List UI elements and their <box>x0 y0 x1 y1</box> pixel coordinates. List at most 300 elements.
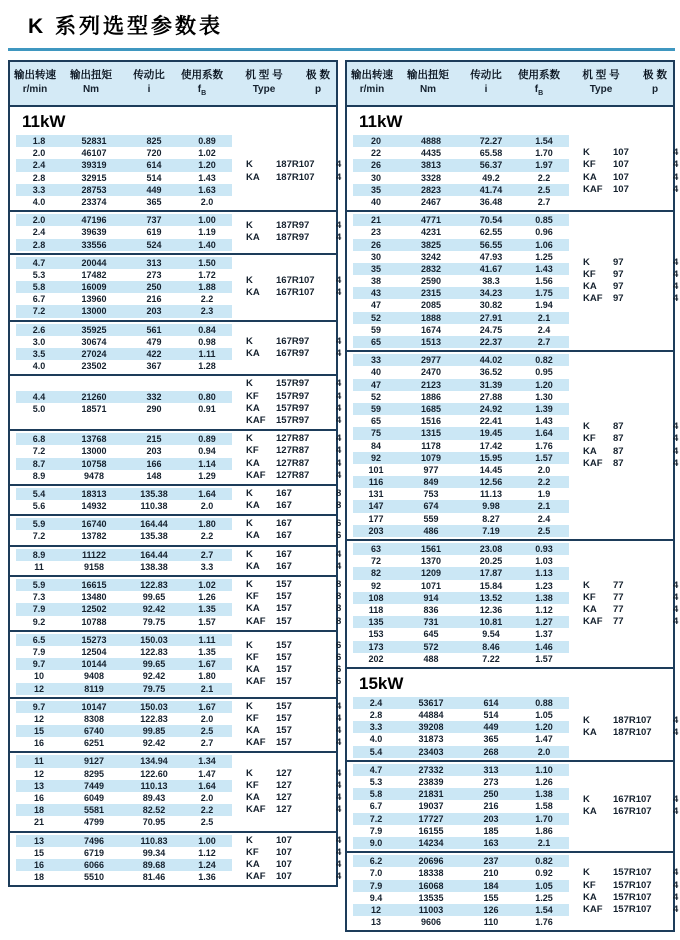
cell-output-torque: 914 <box>423 592 439 603</box>
cell-output-torque: 6049 <box>83 793 105 803</box>
cell-output-speed: 75 <box>370 428 381 439</box>
type-prefix: KA <box>246 725 260 737</box>
table-row <box>16 135 232 147</box>
cell-output-speed: 5.6 <box>32 501 46 512</box>
type-line <box>246 275 341 287</box>
cell-service-factor: 1.05 <box>535 710 553 721</box>
type-model: 187R97 <box>276 232 310 244</box>
cell-service-factor: 2.3 <box>200 306 214 317</box>
cell-output-speed: 30 <box>370 172 381 183</box>
column-header-speed <box>10 68 60 100</box>
cell-output-torque: 4799 <box>83 817 105 828</box>
type-line <box>583 184 678 196</box>
cell-ratio: 313 <box>483 764 499 775</box>
cell-output-speed: 21 <box>370 215 381 226</box>
table-row <box>16 281 232 293</box>
cell-service-factor: 1.64 <box>198 488 216 499</box>
cell-service-factor: 2.4 <box>537 513 551 524</box>
type-list <box>569 715 678 739</box>
cell-output-torque: 753 <box>423 489 439 500</box>
type-model: 157 <box>276 579 292 590</box>
cell-ratio: 17.42 <box>479 440 503 451</box>
cell-output-torque: 16155 <box>418 825 444 836</box>
cell-output-speed: 11 <box>34 561 44 572</box>
type-line <box>246 549 341 561</box>
cell-service-factor: 2.0 <box>200 713 214 724</box>
cell-output-speed: 82 <box>370 568 381 579</box>
cell-ratio: 164.44 <box>140 519 168 530</box>
type-model: 157R97 <box>276 402 310 414</box>
type-poles: 4 <box>336 834 342 846</box>
cell-service-factor: 1.70 <box>535 813 553 824</box>
table-row <box>16 816 232 828</box>
data-block <box>10 484 342 514</box>
cell-output-speed: 43 <box>370 288 381 299</box>
type-model: 157 <box>276 700 292 712</box>
cell-service-factor: 0.84 <box>198 324 216 335</box>
table-row <box>353 616 569 628</box>
type-prefix: K <box>246 220 253 232</box>
table-row <box>16 713 232 725</box>
cell-ratio: 561 <box>146 324 162 335</box>
type-line <box>583 880 678 892</box>
cell-output-speed: 5.9 <box>32 580 46 590</box>
cell-output-torque: 572 <box>423 641 439 652</box>
cell-ratio: 150.03 <box>140 634 168 645</box>
cell-output-torque: 1178 <box>421 440 441 451</box>
table-row <box>353 500 569 512</box>
title-rule <box>8 48 675 51</box>
table-row <box>353 800 569 812</box>
cell-service-factor: 1.34 <box>198 756 216 767</box>
type-model: 157R107 <box>613 891 652 903</box>
table-row <box>16 725 232 737</box>
type-line <box>246 640 341 652</box>
type-model: 157R107 <box>613 903 652 915</box>
cell-output-torque: 27332 <box>418 764 444 775</box>
table-row <box>16 360 232 372</box>
cell-output-torque: 13000 <box>81 446 107 457</box>
cell-output-torque: 17482 <box>81 269 107 280</box>
cell-service-factor: 1.12 <box>198 847 216 858</box>
type-poles: 4 <box>336 433 342 445</box>
type-poles: 8 <box>336 500 342 512</box>
type-prefix: KAF <box>246 469 266 481</box>
table-row <box>353 275 569 287</box>
type-list <box>232 159 341 183</box>
table-row <box>353 263 569 275</box>
cell-ratio: 70.95 <box>142 817 166 828</box>
cell-ratio: 24.75 <box>479 324 503 335</box>
type-poles: 4 <box>673 147 679 159</box>
cell-output-speed: 8.7 <box>32 458 46 469</box>
cell-output-speed: 52 <box>370 391 381 402</box>
type-list <box>569 147 678 196</box>
table-row <box>353 825 569 837</box>
table-row <box>16 683 232 695</box>
type-prefix: KF <box>583 268 596 280</box>
cell-output-speed: 35 <box>370 184 381 195</box>
cell-service-factor: 1.70 <box>535 148 553 159</box>
data-rows <box>16 755 232 828</box>
type-poles: 4 <box>673 445 679 457</box>
table-row <box>16 561 232 573</box>
cell-output-speed: 7.9 <box>369 880 383 891</box>
table-row <box>353 604 569 616</box>
table-row <box>353 403 569 415</box>
cell-ratio: 79.75 <box>142 616 166 627</box>
type-poles: 4 <box>673 293 679 305</box>
cell-output-speed: 135 <box>368 617 384 628</box>
cell-output-torque: 2467 <box>420 196 442 207</box>
cell-output-torque: 16009 <box>81 282 107 293</box>
cell-ratio: 27.91 <box>479 312 503 323</box>
cell-ratio: 110.13 <box>140 780 168 791</box>
table-row <box>16 755 232 767</box>
cell-ratio: 273 <box>483 777 499 787</box>
type-line <box>583 172 678 184</box>
type-model: 167R97 <box>276 335 310 347</box>
table-row <box>16 391 232 403</box>
cell-output-torque: 18313 <box>81 488 107 499</box>
type-model: 167 <box>276 530 292 542</box>
cell-output-torque: 9158 <box>83 561 105 572</box>
cell-output-speed: 92 <box>370 452 381 463</box>
cell-ratio: 79.75 <box>142 683 166 694</box>
type-prefix: KA <box>583 281 597 293</box>
cell-service-factor: 1.11 <box>198 634 216 645</box>
table-row <box>353 287 569 299</box>
cell-output-speed: 177 <box>368 513 384 524</box>
cell-ratio: 122.83 <box>140 646 168 657</box>
type-model: 157 <box>276 639 292 651</box>
type-model: 97 <box>613 256 624 268</box>
column-header-unit: p <box>651 84 659 95</box>
data-rows <box>16 214 232 251</box>
type-prefix: KA <box>583 171 597 183</box>
cell-output-speed: 203 <box>368 525 384 536</box>
cell-service-factor: 1.47 <box>198 768 216 779</box>
table-row <box>353 867 569 879</box>
data-block <box>10 514 342 544</box>
cell-ratio: 110.38 <box>140 501 168 512</box>
type-model: 87 <box>613 421 624 433</box>
cell-ratio: 216 <box>483 801 499 812</box>
cell-service-factor: 0.92 <box>535 868 553 879</box>
cell-output-torque: 3328 <box>420 172 442 183</box>
cell-output-speed: 7.9 <box>32 604 46 615</box>
cell-ratio: 210 <box>483 868 499 879</box>
type-line <box>583 421 678 433</box>
cell-output-speed: 7.9 <box>32 646 46 657</box>
table-row <box>353 214 569 226</box>
data-rows <box>16 835 232 884</box>
data-block <box>10 630 342 697</box>
cell-service-factor: 2.5 <box>537 525 551 536</box>
cell-ratio: 185 <box>483 825 499 836</box>
cell-output-torque: 2832 <box>420 263 442 274</box>
type-line <box>583 269 678 281</box>
cell-output-speed: 4.7 <box>369 764 383 775</box>
cell-ratio: 7.19 <box>482 525 500 536</box>
type-line <box>583 904 678 916</box>
table-row <box>353 476 569 488</box>
cell-output-speed: 65 <box>370 416 381 427</box>
cell-service-factor: 1.57 <box>198 616 216 627</box>
cell-output-speed: 72 <box>370 556 381 567</box>
cell-ratio: 38.3 <box>482 276 500 287</box>
table-row <box>353 733 569 745</box>
cell-ratio: 110.83 <box>140 835 168 846</box>
cell-service-factor: 1.39 <box>535 403 553 414</box>
type-line <box>246 500 341 512</box>
cell-output-torque: 33556 <box>81 239 107 250</box>
cell-output-speed: 5.3 <box>32 269 46 280</box>
cell-output-speed: 59 <box>370 324 381 335</box>
type-prefix: K <box>583 579 590 591</box>
table-row <box>353 184 569 196</box>
table-row <box>353 776 569 788</box>
cell-ratio: 367 <box>146 361 162 372</box>
data-rows <box>16 324 232 373</box>
column-header-type <box>228 68 300 100</box>
table-row <box>353 628 569 640</box>
type-poles: 4 <box>336 378 342 390</box>
cell-ratio: 8.46 <box>482 641 500 652</box>
cell-service-factor: 1.64 <box>198 780 216 791</box>
type-model: 107 <box>276 834 292 846</box>
type-model: 77 <box>613 616 624 628</box>
table-row <box>16 591 232 603</box>
type-poles: 8 <box>336 615 342 627</box>
table-row <box>353 580 569 592</box>
table-row <box>353 543 569 555</box>
type-line <box>246 579 341 591</box>
cell-output-speed: 12 <box>33 683 44 694</box>
table-row <box>16 239 232 251</box>
column-header-torque <box>60 68 122 100</box>
type-prefix: K <box>246 639 253 651</box>
table-row <box>353 592 569 604</box>
cell-service-factor: 1.9 <box>537 489 551 500</box>
cell-ratio: 17.87 <box>479 568 503 579</box>
cell-service-factor: 0.91 <box>198 403 216 414</box>
cell-service-factor: 1.19 <box>198 227 216 238</box>
cell-service-factor: 1.29 <box>198 470 216 481</box>
data-rows <box>16 634 232 695</box>
column-header-unit: Nm <box>419 84 437 95</box>
type-poles: 4 <box>336 871 342 883</box>
cell-service-factor: 2.0 <box>200 501 214 512</box>
data-block <box>10 429 342 484</box>
type-list <box>232 701 341 750</box>
type-model: 127R87 <box>276 469 310 481</box>
table-row <box>353 366 569 378</box>
type-poles: 6 <box>336 639 342 651</box>
type-poles: 4 <box>336 560 342 572</box>
cell-output-speed: 3.3 <box>32 184 46 195</box>
type-poles: 4 <box>673 433 679 445</box>
type-model: 157R97 <box>276 390 310 402</box>
type-line <box>246 725 341 737</box>
cell-output-torque: 4771 <box>420 215 442 226</box>
cell-service-factor: 1.05 <box>535 880 553 891</box>
cell-output-torque: 35925 <box>81 324 107 335</box>
cell-ratio: 737 <box>146 215 162 226</box>
section-power-label: 15kW <box>347 667 673 695</box>
cell-service-factor: 1.02 <box>198 148 216 159</box>
cell-service-factor: 1.20 <box>535 379 553 390</box>
type-line <box>246 603 341 615</box>
cell-ratio: 19.45 <box>479 428 503 439</box>
table-row <box>16 488 232 500</box>
type-prefix: K <box>583 794 590 806</box>
type-model: 87 <box>613 457 624 469</box>
cell-output-torque: 21260 <box>81 391 107 402</box>
cell-output-torque: 30674 <box>81 336 107 347</box>
data-rows <box>16 257 232 318</box>
table-row <box>16 670 232 682</box>
cell-output-torque: 23374 <box>81 196 107 207</box>
type-model: 167 <box>276 548 292 560</box>
table-row <box>353 299 569 311</box>
type-model: 187R107 <box>613 715 652 727</box>
cell-service-factor: 1.26 <box>198 592 216 603</box>
cell-output-torque: 5581 <box>83 805 105 816</box>
type-list <box>232 640 341 689</box>
data-block <box>347 133 679 210</box>
type-prefix: KA <box>246 664 260 676</box>
type-prefix: KAF <box>583 293 603 305</box>
type-poles: 4 <box>336 779 342 791</box>
type-prefix: K <box>246 548 253 560</box>
type-prefix: KAF <box>583 457 603 469</box>
cell-output-speed: 9.0 <box>369 837 383 848</box>
cell-ratio: 332 <box>146 391 162 402</box>
cell-service-factor: 2.0 <box>537 746 551 757</box>
table-row <box>16 847 232 859</box>
type-poles: 6 <box>336 676 342 688</box>
cell-output-speed: 5.8 <box>369 789 383 800</box>
table-row <box>353 226 569 238</box>
cell-service-factor: 1.13 <box>535 568 553 579</box>
column-header-unit: r/min <box>359 84 385 95</box>
type-poles: 4 <box>336 469 342 481</box>
cell-ratio: 49.2 <box>482 172 500 183</box>
column-header-factor <box>176 68 228 100</box>
type-model: 107 <box>613 159 629 171</box>
type-model: 107 <box>276 846 292 858</box>
cell-output-torque: 1370 <box>420 556 442 567</box>
cell-output-torque: 39319 <box>81 160 107 171</box>
column-header-factor <box>513 68 565 100</box>
type-prefix: KA <box>583 603 597 615</box>
parameter-table-panel <box>345 60 679 932</box>
type-line <box>246 768 341 780</box>
cell-service-factor: 2.2 <box>200 805 214 816</box>
cell-output-speed: 2.6 <box>32 324 46 335</box>
type-prefix: KA <box>246 858 260 870</box>
type-poles: 4 <box>336 402 342 414</box>
type-line <box>246 415 341 427</box>
cell-ratio: 365 <box>483 734 499 745</box>
type-model: 107 <box>613 147 629 159</box>
type-line <box>246 287 341 299</box>
type-line <box>583 159 678 171</box>
type-prefix: K <box>246 579 253 590</box>
type-model: 157 <box>276 591 292 603</box>
table-row <box>16 634 232 646</box>
type-poles: 4 <box>336 390 342 402</box>
cell-output-torque: 2315 <box>420 288 442 299</box>
cell-output-torque: 20696 <box>418 856 444 867</box>
type-poles: 4 <box>673 903 679 915</box>
cell-ratio: 250 <box>146 282 162 293</box>
column-header-unit: $f_B$ <box>534 84 544 97</box>
cell-output-speed: 47 <box>370 300 381 311</box>
cell-ratio: 449 <box>483 722 499 733</box>
type-line <box>246 172 341 184</box>
cell-output-speed: 6.2 <box>369 856 383 867</box>
cell-ratio: 524 <box>146 239 162 250</box>
cell-output-speed: 5.3 <box>369 777 383 787</box>
column-header-zh: 输出转速 <box>14 69 56 81</box>
type-model: 127 <box>276 804 292 816</box>
type-prefix: KA <box>246 560 260 572</box>
cell-ratio: 166 <box>146 458 162 469</box>
type-prefix: KF <box>246 846 259 858</box>
type-prefix: KAF <box>246 615 266 627</box>
cell-output-speed: 8.9 <box>32 470 46 481</box>
cell-ratio: 31.39 <box>479 379 503 390</box>
cell-output-torque: 31873 <box>418 734 444 745</box>
type-list <box>232 220 341 244</box>
cell-output-torque: 645 <box>423 629 439 640</box>
type-line <box>246 445 341 457</box>
type-model: 127 <box>276 767 292 779</box>
table-row <box>16 324 232 336</box>
cell-service-factor: 1.03 <box>535 556 553 567</box>
type-prefix: KA <box>246 530 260 542</box>
type-poles: 4 <box>336 414 342 426</box>
type-prefix: K <box>246 274 253 286</box>
cell-output-speed: 2.4 <box>369 697 383 708</box>
type-prefix: KA <box>246 402 260 414</box>
cell-service-factor: 2.1 <box>537 501 551 512</box>
cell-service-factor: 1.36 <box>198 872 216 883</box>
cell-service-factor: 1.80 <box>198 671 216 682</box>
cell-output-speed: 12 <box>370 904 381 915</box>
type-prefix: KAF <box>246 871 266 883</box>
cell-ratio: 72.27 <box>479 136 503 146</box>
cell-output-speed: 5.4 <box>369 746 383 757</box>
cell-output-torque: 7496 <box>83 835 105 846</box>
cell-output-torque: 1209 <box>420 568 442 579</box>
type-line <box>246 232 341 244</box>
cell-output-torque: 6251 <box>83 738 105 749</box>
table-row <box>16 184 232 196</box>
cell-output-torque: 12502 <box>81 604 107 615</box>
cell-service-factor: 1.25 <box>535 251 553 262</box>
cell-service-factor: 2.2 <box>200 294 214 305</box>
table-row <box>353 567 569 579</box>
cell-output-speed: 9.7 <box>32 701 46 712</box>
cell-output-speed: 26 <box>370 239 381 250</box>
cell-output-speed: 7.9 <box>369 825 383 836</box>
type-poles: 4 <box>673 159 679 171</box>
type-prefix: K <box>246 767 253 779</box>
cell-output-speed: 2.0 <box>32 215 46 226</box>
